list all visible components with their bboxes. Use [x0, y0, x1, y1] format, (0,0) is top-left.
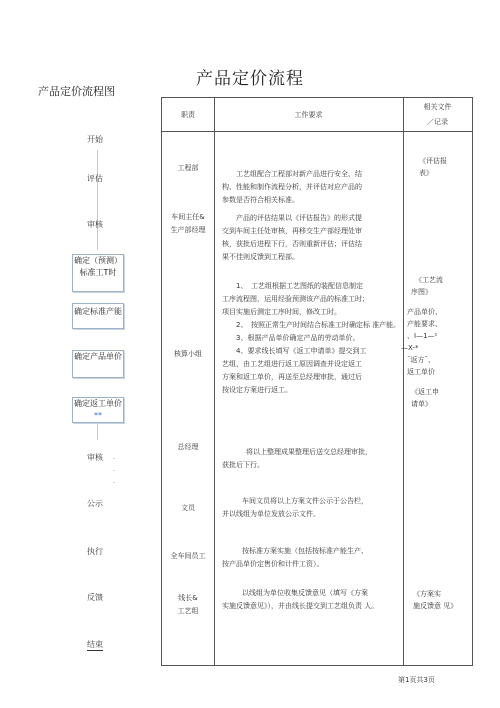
req-line: 艺组，由工艺组进行返工原因调查并设定返工 — [222, 360, 362, 368]
flow-review-2: 审核 — [87, 453, 103, 462]
header-docs-2: ／记录 — [427, 118, 448, 126]
req-line: 获批后下行。 — [222, 461, 264, 469]
role-line-leader: 线长& — [178, 594, 198, 602]
req-line: 以线组为单位收集反馈意见（填写《方案 — [242, 589, 368, 597]
flowchart-subtitle: 产品定价流程图 — [38, 85, 115, 98]
doc-feedback-form — [407, 588, 471, 612]
requirement-publish — [222, 495, 402, 521]
flow-box-rework-price-mark: ** — [94, 411, 102, 420]
role-general-manager: 总经理 — [177, 443, 199, 451]
requirement-review — [222, 212, 402, 264]
req-line: 按设定方案进行返工。 — [222, 386, 292, 394]
req-line: 方案和返工单价，再送至总经理审批，通过后 — [222, 373, 362, 381]
req-line: 按产品单价定售价和计件工资）。 — [222, 560, 324, 568]
doc-line: 施反馈意 见》 — [413, 602, 458, 610]
req-line: 并以线组为单位发放公示文件。 — [222, 510, 320, 518]
requirement-approval — [222, 446, 402, 472]
doc-line: 表》 — [419, 169, 433, 177]
flow-connector — [97, 420, 98, 440]
req-line: 4、要求线长填写《返工申请单》提交到工 — [236, 347, 367, 355]
flow-box-standard-capacity: 确定标准产能 — [72, 303, 124, 329]
doc-line: 返工单价 — [407, 368, 435, 376]
doc-line: ¯返方¯、 — [407, 356, 435, 364]
role-clerk: 文员 — [181, 504, 195, 512]
flow-box-rework-price — [72, 397, 124, 423]
flow-publish: 公示 — [87, 499, 103, 508]
table-header-divider — [162, 131, 472, 132]
req-line: 实施反馈意见》），并由线长提交到工艺组负责 人。 — [222, 602, 379, 610]
role-process-group: 工艺组 — [177, 607, 199, 615]
requirement-evaluate — [222, 168, 402, 207]
flow-feedback: 反馈 — [87, 593, 103, 602]
doc-evaluation-report — [407, 155, 471, 179]
flow-start: 开始 — [87, 135, 103, 144]
role-production-manager: 生产部经理 — [170, 226, 206, 234]
req-line: 将以上整理成果整理后送交总经理审批， — [246, 448, 372, 456]
doc-line: 《方案实 — [413, 590, 441, 598]
page-title: 产品定价流程 — [196, 69, 304, 89]
flow-evaluate: 评估 — [87, 174, 103, 183]
requirement-pricing — [222, 280, 402, 397]
doc-line — [407, 378, 471, 386]
req-line: 2、 按照正常生产时间结合标准工时确定标 准产能。 — [236, 321, 401, 329]
pricing-table — [161, 97, 473, 666]
flow-connector — [97, 150, 98, 250]
role-accounting-group: 核算小组 — [174, 350, 202, 358]
doc-line: 产能要求、 — [407, 320, 442, 328]
req-line: 项目实施后测定工序时间，修改工时。 — [222, 308, 341, 316]
role-all-staff: 全车间员工 — [170, 552, 206, 560]
page-footer: 第1页共3页 — [398, 676, 435, 684]
requirement-execute — [222, 545, 402, 571]
flow-end: 结束 — [87, 640, 103, 649]
role-engineering: 工程部 — [177, 164, 199, 172]
doc-line: 请单》 — [411, 400, 432, 408]
doc-line: 产品单价、 — [407, 308, 442, 316]
req-line: 工艺组配合工程部对新产品进行安全、结 — [236, 170, 362, 178]
flow-box-product-price: 确定产品单价 — [72, 350, 124, 378]
flow-box-rework-price-text: 确定返工单价 — [74, 399, 122, 408]
req-line: 果不佳则反馈到工程部。 — [222, 253, 299, 261]
doc-line: 、I—1—¹ — [407, 332, 438, 340]
req-line: 按标准方案实施（包括按标准产能生产、 — [242, 547, 368, 555]
flow-review: 审核 — [87, 220, 103, 229]
doc-line: 《工艺流 — [415, 276, 443, 284]
req-line: 构、性能和制作流程分析，并评估对应产品的 — [222, 183, 362, 191]
doc-line: 《评估报 — [419, 157, 447, 165]
table-divider — [403, 98, 404, 665]
req-line: 核，获批后进程下行，否则重新评估；评估结 — [222, 240, 362, 248]
table-divider — [214, 98, 215, 665]
header-docs-1: 相关文件 — [423, 103, 452, 111]
req-line: 1、 工艺组根据工艺图纸的装配信息制定 — [236, 282, 363, 290]
doc-line: 序图》 — [411, 288, 432, 296]
role-workshop-director: 车间主任& — [171, 213, 205, 221]
req-line: 车间文员将以上方案文件公示于公告栏， — [242, 497, 368, 505]
header-role: 职责 — [181, 111, 195, 119]
flow-box-standard-hours: 确定（预测）标准工T时 — [72, 254, 124, 292]
req-line: 交到车间主任处审核，再移交生产部经理处审 — [222, 227, 362, 235]
doc-line: —X-* — [401, 344, 419, 352]
flow-execute: 执行 — [87, 547, 103, 556]
doc-process-chart — [401, 274, 471, 410]
doc-line: 《返工申 — [411, 388, 439, 396]
req-line: 3、根据产品单价确定产品的劳动单价。 — [236, 334, 360, 342]
req-line: 工序流程图，运用经验预测该产品的标准工时； — [222, 295, 369, 303]
req-line: 参数是否符合相关标准。 — [222, 196, 299, 204]
doc-line — [407, 298, 471, 306]
header-requirement: 工作要求 — [294, 111, 323, 119]
req-line: 产品的评估结果以《评估报告》的形式提 — [236, 214, 362, 222]
requirement-feedback — [222, 587, 402, 613]
